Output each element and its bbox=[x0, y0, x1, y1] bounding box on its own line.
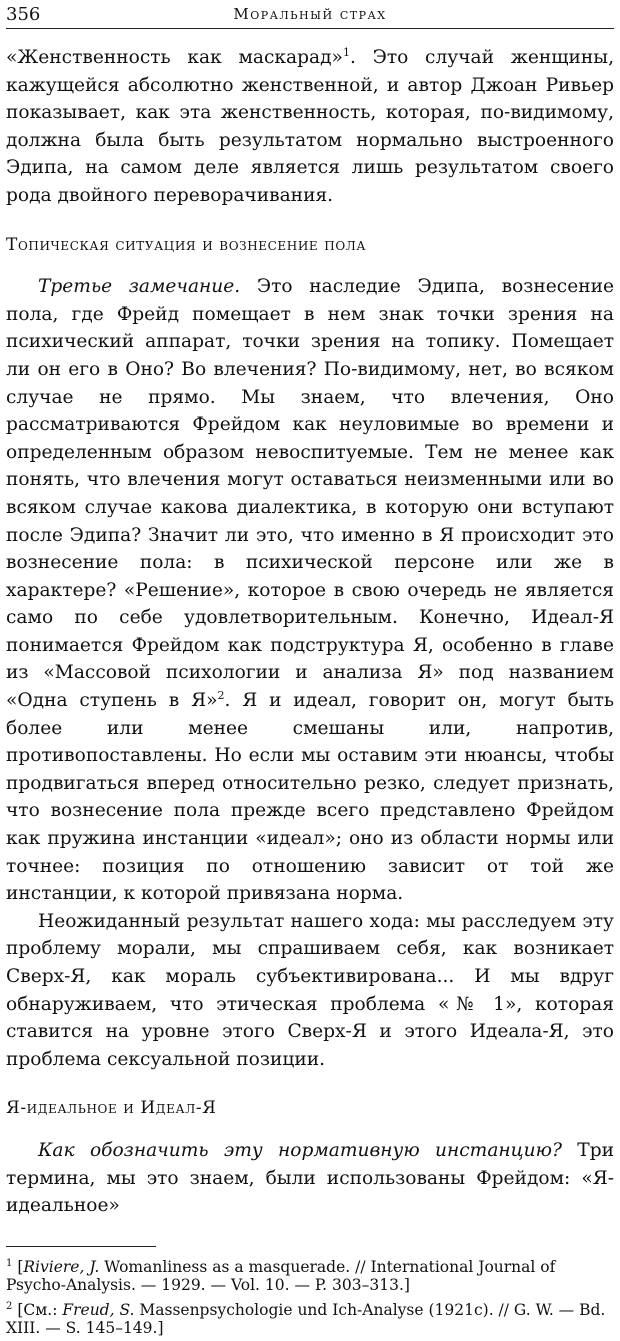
book-page bbox=[6, 0, 614, 1341]
running-header bbox=[6, 0, 614, 36]
page-number: 356 bbox=[6, 4, 41, 25]
paragraph-4: Как обозначить эту нормативную инстанцию? Три термина, мы это знаем, были использованы Фрейдом: «Я-идеальное» bbox=[6, 1139, 614, 1217]
paragraph-2: Третье замечание. Это наследие Эдипа, вознесение пола, где Фрейд помещает в нем знак точки зрения на психический аппарат, точки зрения на топику. Помещает ли он его в Оно? Во влечения? По-видимому, нет, во всяком случае не прямо. Мы знаем, что влечения, Оно рассматриваются Фрейдом как неуловимые во времени и определенным образом невоспитуемые. Тем не менее как понять, что влечения могут оставаться неизменными или во всяком случае какова диалектика, в которую они вступают после Эдипа? Значит ли это, что именно в Я происходит это вознесение пола: в психической персоне или же в характере? «Решение», которое в свою очередь не является само по себе удовлетворительным. Конечно, Идеал-Я понимается Фрейдом как подструктура Я, особенно в главе из «Массовой психологии и анализа Я» под названием «Одна ступень в Я»$^2$. Я и идеал, говорит он, могут быть более или менее смешаны или, напротив, противопоставлены. Но если мы оставим эти нюансы, чтобы продвигаться вперед относительно резко, следует признать, что вознесение пола прежде всего представлено Фрейдом как пружина инстанции «идеал»; оно из области нормы или точнее: позиция по отношению зависит от той же инстанции, к которой привязана норма. bbox=[6, 276, 615, 905]
footnote-ref-1[interactable]: 1 bbox=[342, 45, 350, 59]
footnote-ref-2[interactable]: 2 bbox=[217, 688, 225, 702]
section-heading-1: Топическая ситуация и вознесение пола bbox=[6, 234, 367, 255]
footnote-2: $^2$ [См.: Freud, S. Massenpsychologie und Ich-Analyse (1921c). // G. W. — Bd. XIII. — S. 145–149.] bbox=[6, 1300, 606, 1338]
header-rule bbox=[6, 28, 614, 29]
running-title: Моральный страх bbox=[233, 5, 387, 23]
footnote-1: $^1$ [Riviere, J. Womanliness as a masquerade. // International Journal of Psycho-Analysis. — 1929. — Vol. 10. — P. 303–313.] bbox=[6, 1257, 556, 1294]
paragraph-1: «Женственность как маскарад»$^1$. Это случай женщины, кажущейся абсолютно женственной, и автор Джоан Ривьер показывает, как эта женственность, которая, по-видимому, должна была быть результатом нормально выстроенного Эдипа, на самом деле является лишь результатом своего рода двойного переворачивания. bbox=[6, 45, 614, 206]
footnote-rule bbox=[6, 1246, 156, 1247]
body-text bbox=[6, 44, 614, 1220]
paragraph-3: Неожиданный результат нашего хода: мы расследуем эту проблему морали, мы спрашиваем себя, как возникает Сверх-Я, как мораль субъективирована... И мы вдруг обнаруживаем, что этическая проблема «№ 1», которая ставится на уровне этого Сверх-Я и этого Идеала-Я, это проблема сексуальной позиции. bbox=[6, 910, 614, 1070]
section-heading-2: Я-идеальное и Идеал-Я bbox=[6, 1098, 217, 1119]
